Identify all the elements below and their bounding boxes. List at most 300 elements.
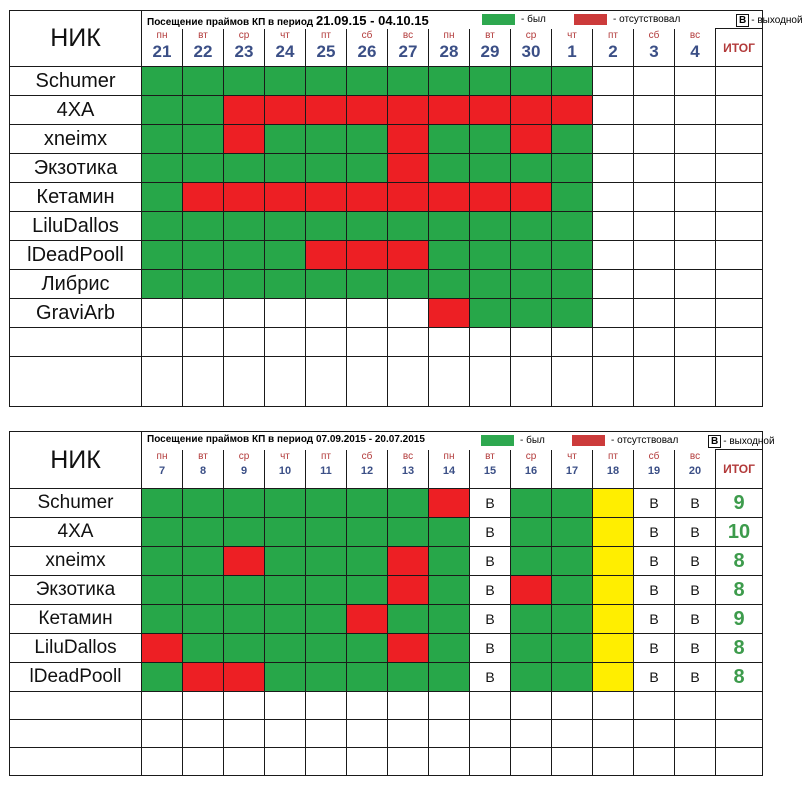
- attendance-cell-present: [429, 605, 470, 634]
- attendance-cell-present: [142, 183, 183, 212]
- empty-cell: [593, 357, 634, 407]
- attendance-cell-weekend: В: [634, 518, 675, 547]
- attendance-cell-present: [511, 241, 552, 270]
- attendance-cell-weekend: В: [634, 663, 675, 692]
- attendance-cell-present: [511, 270, 552, 299]
- attendance-cell-present: [470, 67, 511, 96]
- attendance-cell-weekend: В: [675, 634, 716, 663]
- empty-cell: [634, 692, 675, 720]
- empty-cell: [183, 748, 224, 776]
- attendance-cell-present: [470, 212, 511, 241]
- attendance-cell-present: [552, 67, 593, 96]
- attendance-cell-highlight: [593, 605, 634, 634]
- attendance-cell-present: [265, 125, 306, 154]
- empty-cell: [10, 357, 142, 407]
- empty-cell: [552, 328, 593, 357]
- attendance-cell-absent: [183, 663, 224, 692]
- day-header: вс 27: [388, 29, 429, 67]
- weekend-mark: В: [736, 14, 749, 27]
- day-header: ср 9: [224, 450, 265, 489]
- attendance-cell-highlight: [593, 663, 634, 692]
- attendance-cell-empty: [593, 270, 634, 299]
- table-row: [10, 125, 763, 154]
- day-header: ср 30: [511, 29, 552, 67]
- attendance-cell-absent: [388, 96, 429, 125]
- attendance-cell-absent: [265, 96, 306, 125]
- attendance-cell-highlight: [593, 518, 634, 547]
- attendance-cell-empty: [634, 270, 675, 299]
- attendance-cell-empty: [634, 183, 675, 212]
- empty-cell: [716, 748, 763, 776]
- attendance-cell-present: [265, 547, 306, 576]
- day-header: вт 22: [183, 29, 224, 67]
- attendance-cell-empty: [634, 241, 675, 270]
- empty-cell: [142, 357, 183, 407]
- empty-cell: [470, 720, 511, 748]
- empty-cell: [183, 720, 224, 748]
- empty-cell: [593, 748, 634, 776]
- attendance-cell-empty: [634, 299, 675, 328]
- attendance-cell-present: [142, 576, 183, 605]
- attendance-cell-absent: [388, 125, 429, 154]
- empty-cell: [265, 748, 306, 776]
- attendance-cell-absent: [388, 154, 429, 183]
- empty-cell: [716, 328, 763, 357]
- empty-cell: [716, 692, 763, 720]
- attendance-cell-empty: [675, 212, 716, 241]
- attendance-cell-absent: [306, 96, 347, 125]
- attendance-cell-present: [142, 547, 183, 576]
- attendance-cell-present: [470, 125, 511, 154]
- empty-cell: [10, 720, 142, 748]
- empty-cell: [142, 748, 183, 776]
- attendance-cell-absent: [142, 634, 183, 663]
- attendance-cell-present: [470, 299, 511, 328]
- total-value: [716, 270, 763, 299]
- empty-cell: [552, 692, 593, 720]
- attendance-cell-weekend: В: [470, 605, 511, 634]
- attendance-cell-weekend: В: [675, 605, 716, 634]
- title-prefix: Посещение праймов КП в период: [147, 434, 314, 445]
- attendance-cell-present: [306, 212, 347, 241]
- player-nick: lDeadPooll: [10, 663, 142, 692]
- day-header: вт 8: [183, 450, 224, 489]
- attendance-cell-present: [552, 518, 593, 547]
- attendance-cell-present: [429, 634, 470, 663]
- attendance-cell-present: [429, 576, 470, 605]
- attendance-cell-weekend: В: [470, 663, 511, 692]
- weekend-mark: В: [708, 435, 721, 448]
- attendance-table-2: [9, 431, 775, 776]
- empty-cell: [306, 748, 347, 776]
- empty-cell: [183, 357, 224, 407]
- attendance-cell-present: [429, 547, 470, 576]
- legend-present: - был: [481, 435, 545, 446]
- empty-cell: [224, 357, 265, 407]
- empty-cell: [347, 720, 388, 748]
- attendance-cell-weekend: В: [470, 634, 511, 663]
- attendance-cell-present: [388, 67, 429, 96]
- period-range: 21.09.15 - 04.10.15: [315, 13, 429, 28]
- attendance-cell-highlight: [593, 576, 634, 605]
- day-header: вс 20: [675, 450, 716, 489]
- empty-cell: [224, 328, 265, 357]
- attendance-cell-present: [265, 663, 306, 692]
- empty-cell: [470, 748, 511, 776]
- attendance-cell-absent: [429, 96, 470, 125]
- player-nick: LiluDallos: [10, 634, 142, 663]
- total-value: 8: [716, 634, 763, 663]
- empty-cell: [224, 748, 265, 776]
- attendance-cell-present: [511, 547, 552, 576]
- attendance-cell-present: [265, 67, 306, 96]
- attendance-cell-present: [347, 489, 388, 518]
- empty-row: [10, 357, 763, 407]
- empty-cell: [593, 692, 634, 720]
- attendance-cell-present: [429, 663, 470, 692]
- attendance-cell-absent: [224, 183, 265, 212]
- attendance-cell-present: [429, 518, 470, 547]
- legend-present: - был: [482, 14, 546, 25]
- attendance-cell-weekend: В: [634, 634, 675, 663]
- attendance-cell-present: [388, 663, 429, 692]
- attendance-cell-empty: [142, 299, 183, 328]
- attendance-cell-present: [142, 125, 183, 154]
- attendance-cell-empty: [675, 270, 716, 299]
- empty-cell: [511, 357, 552, 407]
- attendance-cell-highlight: [593, 489, 634, 518]
- attendance-cell-absent: [347, 241, 388, 270]
- empty-cell: [388, 692, 429, 720]
- attendance-cell-empty: [388, 299, 429, 328]
- attendance-cell-present: [429, 154, 470, 183]
- empty-cell: [593, 720, 634, 748]
- attendance-cell-present: [388, 489, 429, 518]
- attendance-cell-present: [142, 270, 183, 299]
- day-header: сб 26: [347, 29, 388, 67]
- empty-cell: [429, 328, 470, 357]
- attendance-cell-present: [142, 96, 183, 125]
- day-header: вт 15: [470, 450, 511, 489]
- empty-cell: [511, 748, 552, 776]
- attendance-cell-present: [552, 183, 593, 212]
- attendance-cell-empty: [593, 183, 634, 212]
- day-header: вс 13: [388, 450, 429, 489]
- empty-cell: [224, 692, 265, 720]
- attendance-cell-absent: [388, 183, 429, 212]
- attendance-cell-weekend: В: [675, 663, 716, 692]
- attendance-cell-present: [224, 241, 265, 270]
- empty-cell: [388, 328, 429, 357]
- empty-cell: [470, 692, 511, 720]
- day-header: пт 11: [306, 450, 347, 489]
- attendance-cell-empty: [675, 67, 716, 96]
- table-row: [10, 212, 763, 241]
- attendance-cell-present: [429, 241, 470, 270]
- total-value: 9: [716, 605, 763, 634]
- empty-cell: [634, 328, 675, 357]
- attendance-cell-present: [142, 154, 183, 183]
- total-value: [716, 67, 763, 96]
- empty-cell: [306, 357, 347, 407]
- empty-cell: [675, 357, 716, 407]
- empty-row: [10, 720, 763, 748]
- empty-cell: [429, 357, 470, 407]
- player-nick: GraviArb: [10, 299, 142, 328]
- day-header: чт 24: [265, 29, 306, 67]
- attendance-cell-present: [306, 518, 347, 547]
- total-value: 10: [716, 518, 763, 547]
- player-nick: lDeadPooll: [10, 241, 142, 270]
- attendance-cell-present: [183, 96, 224, 125]
- attendance-cell-present: [183, 518, 224, 547]
- attendance-cell-absent: [347, 183, 388, 212]
- attendance-cell-empty: [593, 212, 634, 241]
- empty-cell: [470, 328, 511, 357]
- total-value: [716, 299, 763, 328]
- attendance-cell-absent: [306, 241, 347, 270]
- attendance-cell-present: [306, 154, 347, 183]
- empty-cell: [347, 748, 388, 776]
- attendance-cell-absent: [224, 663, 265, 692]
- attendance-cell-present: [183, 154, 224, 183]
- attendance-cell-present: [347, 270, 388, 299]
- empty-cell: [675, 748, 716, 776]
- player-nick: 4XA: [10, 96, 142, 125]
- attendance-cell-empty: [675, 96, 716, 125]
- attendance-cell-present: [306, 547, 347, 576]
- total-value: [716, 183, 763, 212]
- empty-cell: [183, 692, 224, 720]
- table-row: [10, 634, 763, 663]
- attendance-cell-absent: [429, 489, 470, 518]
- nick-column-header: НИК: [10, 11, 142, 67]
- day-header: чт 10: [265, 450, 306, 489]
- attendance-cell-present: [470, 241, 511, 270]
- attendance-cell-present: [265, 241, 306, 270]
- attendance-cell-present: [142, 518, 183, 547]
- attendance-cell-present: [224, 605, 265, 634]
- table-title: [147, 434, 425, 445]
- day-header: пн 28: [429, 29, 470, 67]
- empty-cell: [10, 692, 142, 720]
- attendance-cell-empty: [593, 67, 634, 96]
- attendance-cell-present: [265, 518, 306, 547]
- day-header: пн 14: [429, 450, 470, 489]
- player-nick: Экзотика: [10, 576, 142, 605]
- empty-cell: [511, 692, 552, 720]
- table-title: [147, 13, 429, 28]
- empty-cell: [634, 357, 675, 407]
- empty-cell: [511, 720, 552, 748]
- attendance-cell-present: [552, 605, 593, 634]
- day-header: пт 18: [593, 450, 634, 489]
- attendance-cell-empty: [675, 241, 716, 270]
- day-header: пн 21: [142, 29, 183, 67]
- attendance-cell-empty: [634, 125, 675, 154]
- empty-cell: [306, 720, 347, 748]
- empty-cell: [306, 692, 347, 720]
- attendance-cell-present: [265, 605, 306, 634]
- attendance-cell-empty: [675, 183, 716, 212]
- attendance-cell-present: [265, 576, 306, 605]
- empty-cell: [716, 720, 763, 748]
- attendance-cell-present: [183, 270, 224, 299]
- attendance-cell-empty: [593, 125, 634, 154]
- attendance-cell-present: [347, 547, 388, 576]
- player-nick: xneimx: [10, 125, 142, 154]
- attendance-cell-absent: [224, 96, 265, 125]
- empty-cell: [10, 328, 142, 357]
- empty-cell: [511, 328, 552, 357]
- attendance-cell-present: [552, 634, 593, 663]
- attendance-cell-present: [347, 154, 388, 183]
- attendance-cell-empty: [675, 154, 716, 183]
- empty-cell: [265, 720, 306, 748]
- attendance-cell-present: [552, 576, 593, 605]
- present-swatch: [481, 435, 514, 446]
- day-header: сб 19: [634, 450, 675, 489]
- attendance-cell-highlight: [593, 547, 634, 576]
- empty-cell: [675, 692, 716, 720]
- day-header: вс 4: [675, 29, 716, 67]
- empty-cell: [675, 328, 716, 357]
- attendance-cell-empty: [634, 154, 675, 183]
- attendance-cell-weekend: В: [470, 489, 511, 518]
- attendance-cell-present: [429, 67, 470, 96]
- empty-cell: [265, 357, 306, 407]
- attendance-cell-absent: [552, 96, 593, 125]
- attendance-cell-present: [265, 154, 306, 183]
- total-value: 8: [716, 576, 763, 605]
- empty-cell: [470, 357, 511, 407]
- attendance-cell-absent: [265, 183, 306, 212]
- table-row: [10, 270, 763, 299]
- attendance-cell-empty: [265, 299, 306, 328]
- table-row: [10, 576, 763, 605]
- attendance-cell-present: [142, 489, 183, 518]
- attendance-cell-present: [347, 212, 388, 241]
- day-header: сб 12: [347, 450, 388, 489]
- legend-absent: - отсутствовал: [572, 435, 678, 446]
- empty-cell: [183, 328, 224, 357]
- total-column-header: ИТОГ: [716, 450, 763, 489]
- attendance-cell-present: [511, 489, 552, 518]
- attendance-cell-present: [183, 67, 224, 96]
- total-value: [716, 96, 763, 125]
- empty-cell: [142, 692, 183, 720]
- attendance-cell-present: [347, 125, 388, 154]
- empty-cell: [265, 328, 306, 357]
- attendance-cell-present: [183, 241, 224, 270]
- attendance-cell-present: [224, 154, 265, 183]
- attendance-cell-absent: [511, 96, 552, 125]
- table-row: [10, 96, 763, 125]
- attendance-cell-present: [511, 605, 552, 634]
- attendance-cell-present: [224, 489, 265, 518]
- empty-cell: [10, 748, 142, 776]
- attendance-cell-present: [511, 212, 552, 241]
- attendance-cell-present: [306, 576, 347, 605]
- attendance-cell-present: [224, 576, 265, 605]
- absent-swatch: [574, 14, 607, 25]
- present-swatch: [482, 14, 515, 25]
- legend-weekend: В - выходной: [708, 435, 775, 448]
- table-row: [10, 663, 763, 692]
- attendance-cell-present: [388, 605, 429, 634]
- table-row: [10, 605, 763, 634]
- empty-cell: [634, 720, 675, 748]
- attendance-cell-present: [511, 663, 552, 692]
- attendance-cell-present: [224, 67, 265, 96]
- attendance-cell-present: [552, 125, 593, 154]
- empty-cell: [142, 328, 183, 357]
- empty-cell: [593, 328, 634, 357]
- day-header: ср 16: [511, 450, 552, 489]
- table-row: [10, 241, 763, 270]
- player-nick: xneimx: [10, 547, 142, 576]
- attendance-cell-present: [224, 518, 265, 547]
- attendance-cell-absent: [470, 96, 511, 125]
- attendance-cell-present: [347, 634, 388, 663]
- attendance-cell-empty: [675, 125, 716, 154]
- attendance-cell-weekend: В: [634, 547, 675, 576]
- attendance-cell-present: [388, 212, 429, 241]
- attendance-cell-empty: [593, 154, 634, 183]
- attendance-cell-absent: [511, 183, 552, 212]
- attendance-cell-empty: [675, 299, 716, 328]
- attendance-cell-weekend: В: [675, 489, 716, 518]
- table-row: [10, 547, 763, 576]
- attendance-cell-present: [306, 67, 347, 96]
- empty-cell: [388, 748, 429, 776]
- empty-cell: [142, 720, 183, 748]
- table-row: [10, 183, 763, 212]
- attendance-cell-present: [224, 212, 265, 241]
- day-header: пт 25: [306, 29, 347, 67]
- attendance-cell-present: [306, 663, 347, 692]
- attendance-cell-empty: [634, 67, 675, 96]
- attendance-cell-weekend: В: [470, 547, 511, 576]
- attendance-cell-present: [552, 154, 593, 183]
- total-value: [716, 125, 763, 154]
- attendance-cell-empty: [593, 241, 634, 270]
- attendance-cell-absent: [511, 576, 552, 605]
- attendance-cell-weekend: В: [470, 518, 511, 547]
- total-value: 8: [716, 663, 763, 692]
- attendance-cell-present: [552, 489, 593, 518]
- player-nick: 4XA: [10, 518, 142, 547]
- attendance-cell-present: [183, 489, 224, 518]
- empty-cell: [675, 720, 716, 748]
- attendance-cell-empty: [347, 299, 388, 328]
- attendance-cell-present: [224, 270, 265, 299]
- attendance-cell-absent: [388, 634, 429, 663]
- attendance-cell-present: [511, 299, 552, 328]
- player-nick: Экзотика: [10, 154, 142, 183]
- attendance-cell-absent: [224, 547, 265, 576]
- attendance-cell-present: [142, 605, 183, 634]
- empty-cell: [552, 357, 593, 407]
- attendance-cell-present: [306, 605, 347, 634]
- player-nick: Schumer: [10, 489, 142, 518]
- total-value: 9: [716, 489, 763, 518]
- total-column-header: ИТОГ: [716, 29, 763, 67]
- attendance-cell-present: [183, 547, 224, 576]
- table-row: [10, 154, 763, 183]
- empty-row: [10, 748, 763, 776]
- empty-cell: [347, 357, 388, 407]
